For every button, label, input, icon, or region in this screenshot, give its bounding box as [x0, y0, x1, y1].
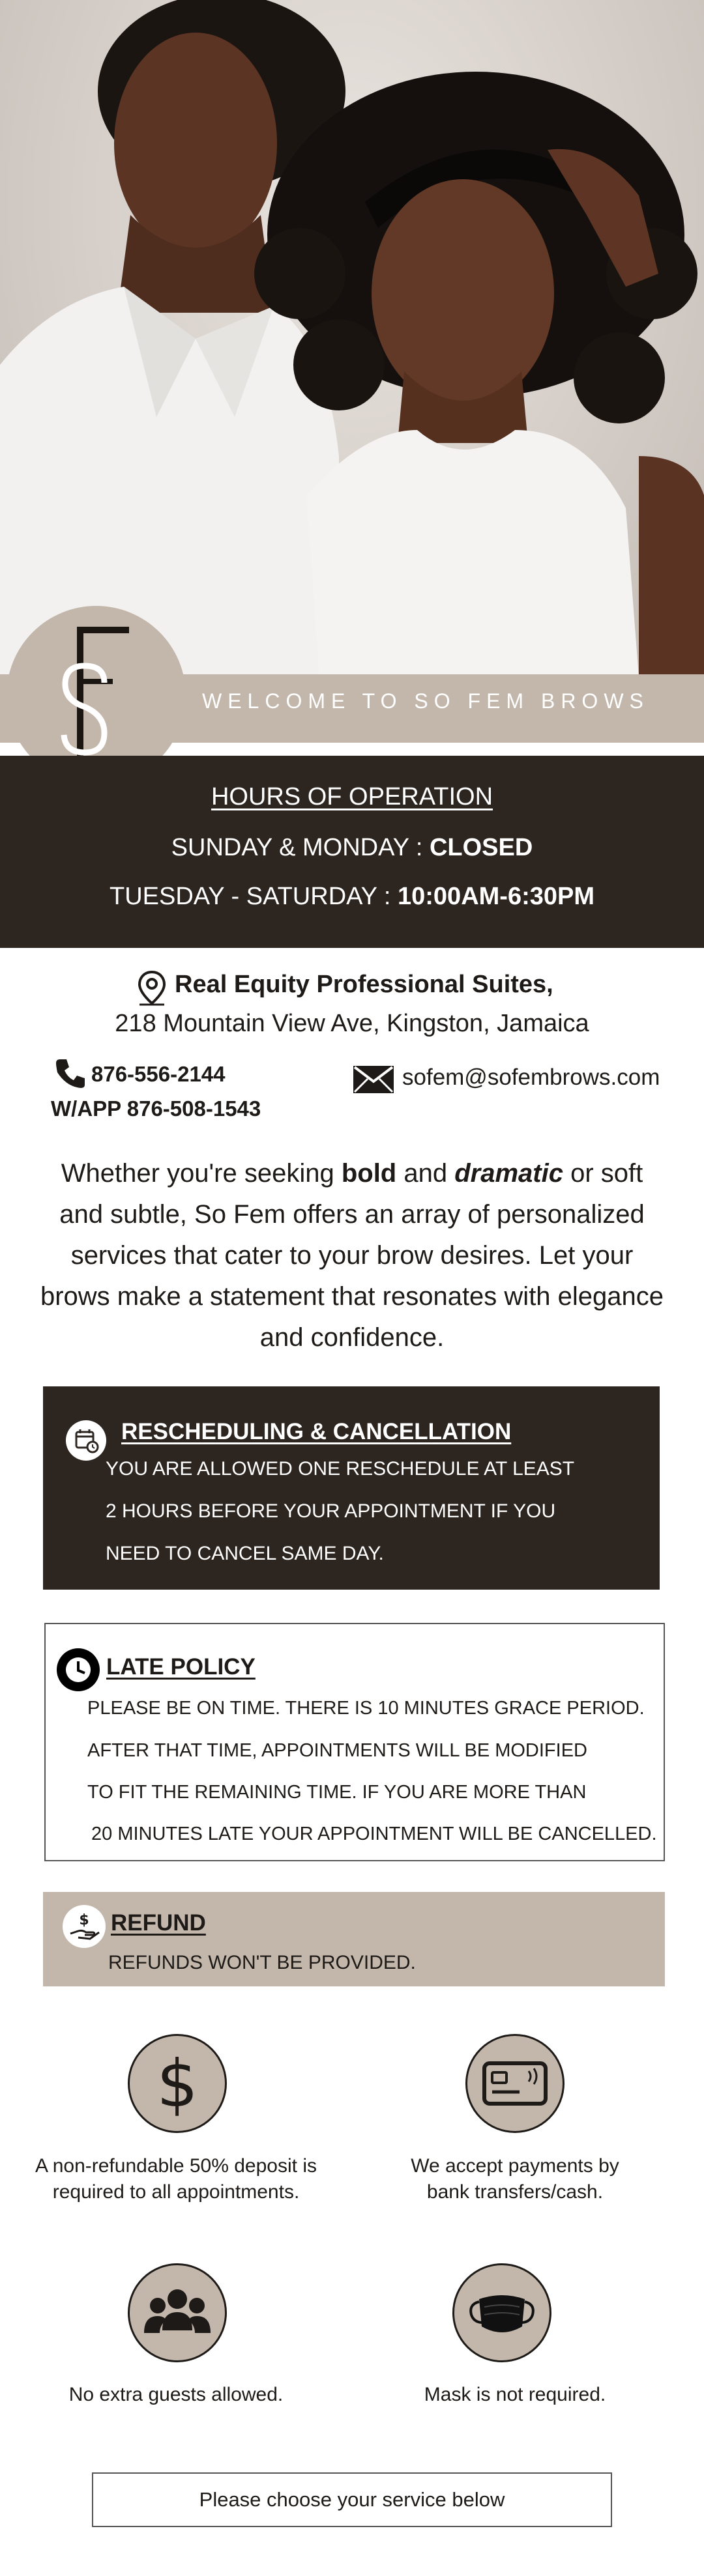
- refund-text: REFUNDS WON'T BE PROVIDED.: [108, 1952, 416, 1973]
- calendar-clock-icon: [66, 1420, 106, 1461]
- payments-line: bank transfers/cash.: [426, 2181, 604, 2203]
- intro-paragraph: [39, 1153, 665, 1358]
- choose-service-button[interactable]: Please choose your service below: [92, 2472, 612, 2527]
- mask-text: [365, 2382, 665, 2408]
- rescheduling-title: RESCHEDULING & CANCELLATION: [121, 1419, 512, 1444]
- refund-policy-box: [43, 1892, 665, 1986]
- intro-text-1: Whether you're seeking: [61, 1159, 342, 1188]
- hero-image: [0, 0, 704, 678]
- late-policy-line: TO FIT THE REMAINING TIME. IF YOU ARE MORE THAN: [87, 1782, 587, 1803]
- location-name-text: Real Equity Professional Suites,: [175, 971, 553, 998]
- rescheduling-line: 2 HOURS BEFORE YOUR APPOINTMENT IF YOU: [106, 1500, 556, 1522]
- mail-icon: [352, 1065, 395, 1095]
- late-policy-line: PLEASE BE ON TIME. THERE IS 10 MINUTES GRACE PERIOD.: [87, 1698, 645, 1719]
- intro-text-3: or soft and subtle, So Fem offers an array of personalized services that cater to your brow desires. Let your brows make a statement that resonates with elegance and confidence.: [40, 1159, 664, 1352]
- clock-icon: [57, 1648, 100, 1691]
- refund-hand-dollar-icon: [63, 1905, 106, 1948]
- hero-photo-two-women: [0, 0, 704, 678]
- credit-card-icon: [465, 2034, 565, 2133]
- address: 218 Mountain View Ave, Kingston, Jamaica: [115, 1010, 589, 1037]
- dollar-icon: [128, 2034, 227, 2133]
- deposit-text: [26, 2153, 326, 2205]
- late-policy-line: 20 MINUTES LATE YOUR APPOINTMENT WILL BE CANCELLED.: [91, 1824, 657, 1844]
- hours-sunday-monday: [0, 834, 704, 862]
- refund-title: REFUND: [111, 1910, 206, 1936]
- deposit-line: required to all appointments.: [52, 2181, 300, 2203]
- welcome-text: WELCOME TO SO FEM BROWS: [202, 689, 649, 713]
- email-link[interactable]: sofem@sofembrows.com: [402, 1065, 660, 1090]
- late-policy-line: AFTER THAT TIME, APPOINTMENTS WILL BE MODIFIED: [87, 1740, 587, 1761]
- rescheduling-policy-box: [43, 1386, 660, 1590]
- intro-bold-italic: dramatic: [454, 1159, 563, 1188]
- late-policy-box: [44, 1623, 665, 1861]
- phone-number[interactable]: 876-556-2144: [91, 1062, 226, 1086]
- svg-text:$: $: [156, 2046, 198, 2122]
- phone-icon: [53, 1057, 87, 1091]
- hours-days-1: SUNDAY & MONDAY :: [171, 834, 430, 861]
- whatsapp-number[interactable]: W/APP 876-508-1543: [51, 1096, 261, 1121]
- deposit-line: A non-refundable 50% deposit is: [35, 2155, 317, 2177]
- group-icon: [128, 2263, 227, 2362]
- location-name: [137, 971, 553, 999]
- late-policy-title: LATE POLICY: [106, 1654, 256, 1680]
- rescheduling-line: YOU ARE ALLOWED ONE RESCHEDULE AT LEAST: [106, 1458, 575, 1480]
- face-mask-icon: [452, 2263, 551, 2362]
- hours-time: 10:00AM-6:30PM: [398, 883, 594, 910]
- mask-line: Mask is not required.: [424, 2384, 606, 2405]
- guests-line: No extra guests allowed.: [68, 2384, 284, 2405]
- guests-text: [26, 2382, 326, 2408]
- payments-text: [365, 2153, 665, 2205]
- intro-text-2: and: [396, 1159, 455, 1188]
- rescheduling-line: NEED TO CANCEL SAME DAY.: [106, 1543, 384, 1564]
- hours-status-closed: CLOSED: [429, 834, 533, 861]
- hours-days-2: TUESDAY - SATURDAY :: [109, 883, 398, 910]
- svg-text:$: $: [79, 1912, 89, 1928]
- payments-line: We accept payments by: [411, 2155, 619, 2177]
- hours-of-operation: [0, 756, 704, 948]
- hours-tuesday-saturday: [0, 883, 704, 911]
- hours-title: HOURS OF OPERATION: [211, 783, 493, 810]
- intro-bold: bold: [341, 1159, 397, 1188]
